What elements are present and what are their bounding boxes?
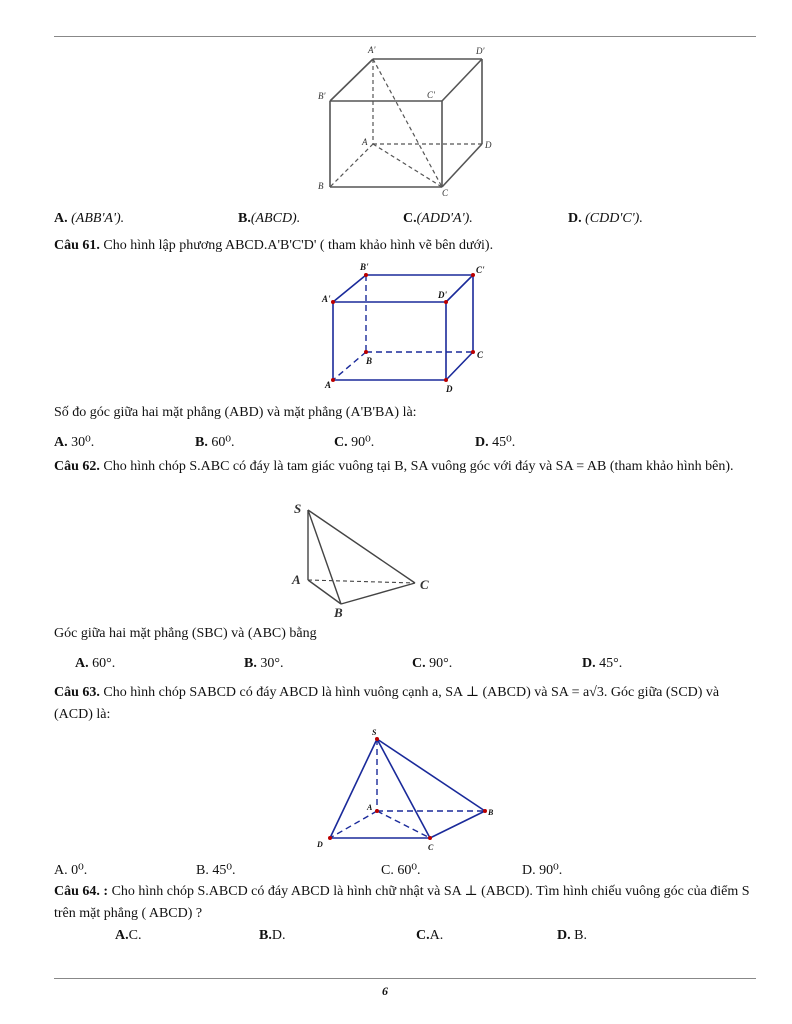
q60-option-d: D. (CDD'C'). [568,211,643,226]
label-d-prime: D' [476,46,485,56]
label-d: D [446,384,453,394]
figure-pyramid-sabc [290,500,440,618]
label-d: D [485,140,492,150]
label-a: A [325,380,332,390]
figure-pyramid-sabcd [310,726,506,854]
q63-stem: Câu 63. Cho hình chóp SABCD có đáy ABCD là hình vuông cạnh a, SA ⊥ (ABCD) và SA = a√3. Góc giữa (SCD) và (ACD) là: [54,685,720,722]
page-number: 6 [382,984,388,998]
q63-option-d: D. 90⁰. [522,863,563,878]
figure-cube-2 [318,262,496,396]
label-s: S [294,501,302,516]
q64-option-c: C.A. [416,928,444,943]
q60-option-b: B.(ABCD). [238,211,301,226]
label-c-prime: C' [427,90,435,100]
label-a: A [367,803,373,812]
q63-option-a: A. 0⁰. [54,863,88,878]
q63-option-b: B. 45⁰. [196,863,236,878]
q62-option-b: B. 30°. [244,656,284,671]
q60-option-a: A. (ABB'A'). [54,211,125,226]
q61-option-b: B. 60⁰. [195,435,235,450]
label-c: C [428,843,434,852]
q61-option-a: A. 30⁰. [54,435,95,450]
label-b-prime: B' [318,91,326,101]
header-rule [54,36,756,37]
label-a-prime: A' [322,294,331,304]
q62-question: Góc giữa hai mặt phẳng (SBC) và (ABC) bằng [54,626,317,641]
footer-rule [54,978,756,979]
q64-option-b: B.D. [259,928,286,943]
label-c: C [420,577,429,592]
label-a: A [362,137,368,147]
figure-cube-1 [310,44,510,196]
label-a: A [292,572,301,587]
label-c: C [442,188,449,196]
q64-option-a: A.C. [115,928,142,943]
q63-option-c: C. 60⁰. [381,863,421,878]
label-b-prime: B' [360,262,369,272]
q62-stem: Câu 62. Cho hình chóp S.ABC có đáy là tam giác vuông tại B, SA vuông góc với đáy và SA = AB (tham khảo hình bên). [54,459,734,474]
label-c-prime: C' [476,265,485,275]
label-d-prime: D' [438,290,447,300]
label-b: B [366,356,373,366]
q61-option-c: C. 90⁰. [334,435,375,450]
q62-option-c: C. 90°. [412,656,453,671]
q62-option-a: A. 60°. [75,656,116,671]
q61-option-d: D. 45⁰. [475,435,516,450]
label-b: B [318,181,324,191]
label-a-prime: A' [368,45,376,55]
q62-option-d: D. 45°. [582,656,623,671]
q64-option-d: D. B. [557,928,587,943]
label-d: D [317,840,323,849]
label-c: C [477,350,484,360]
q61-question: Số đo góc giữa hai mặt phẳng (ABD) và mặt phẳng (A'B'BA) là: [54,405,417,420]
label-s: S [372,728,377,737]
q61-stem: Câu 61. Cho hình lập phương ABCD.A'B'C'D' ( tham khảo hình vẽ bên dưới). [54,238,494,253]
label-b: B [488,808,494,817]
q64-stem: Câu 64. : Cho hình chóp S.ABCD có đáy ABCD là hình chữ nhật và SA ⊥ (ABCD). Tìm hình chiếu vuông góc của điểm S trên mặt phẳng ( ABCD) ? [54,884,750,921]
q60-option-c: C.(ADD'A'). [403,211,473,226]
label-b: B [334,605,343,618]
